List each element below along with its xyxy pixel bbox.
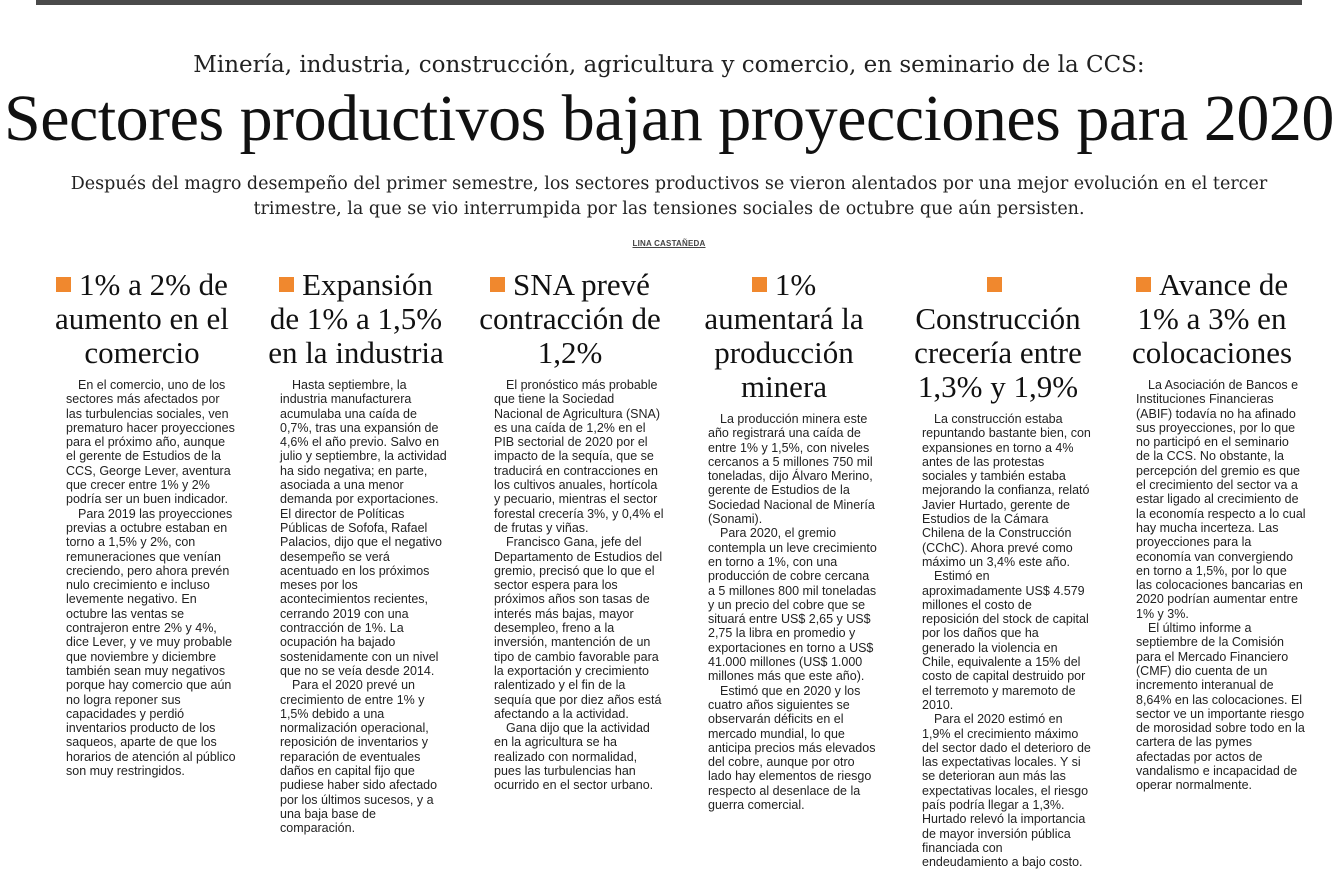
section-title [892, 268, 1092, 404]
paragraph: El pronóstico más probable que tiene la Sociedad Nacional de Agricultura (SNA) es una caída de 1,2% en el PIB sectorial de 2020 por el impacto de la sequía, que se traducirá en contracciones en los cultivos anuales, hortícola y pecuario, mientras el sector forestal crecería 3%, y 0,4% el de frutas y viñas. [494, 378, 664, 535]
orange-square-icon [279, 277, 294, 292]
section-mining [678, 268, 878, 812]
orange-square-icon [752, 277, 767, 292]
paragraph: Estimó que en 2020 y los cuatro años siguientes se observarán déficits en el mercado mundial, lo que anticipa precios más elevados del cobre, aunque por otro lado hay elementos de riesgo respecto al desenlace de la guerra comercial. [708, 683, 876, 813]
section-commerce [36, 268, 236, 778]
byline-author: LINA CASTAÑEDA [632, 239, 706, 248]
orange-square-icon [490, 277, 505, 292]
section-title [1106, 268, 1306, 370]
paragraph: En el comercio, uno de los sectores más afectados por las turbulencias sociales, ven prematuro hacer proyecciones para el próximo año, aunque el gerente de Estudios de la CCS, George Lever, aventura que crecer entre 1% y 2% podría ser un buen indicador. [66, 378, 235, 507]
top-rule [36, 0, 1302, 5]
orange-square-icon [56, 277, 71, 292]
section-title [678, 268, 878, 404]
paragraph: Para 2020, el gremio contempla un leve crecimiento en torno a 1%, con una producción de cobre cercana a 5 millones 800 mil toneladas y un precio del cobre que se situará entre US$ 2,65 y US$ 2,75 la libra en promedio y exportaciones en torno a US$ 41.000 millones (US$ 1.000 millones más que este año). [708, 526, 877, 684]
section-body [892, 412, 1092, 870]
section-banking [1106, 268, 1306, 793]
paragraph: El último informe a septiembre de la Comisión para el Mercado Financiero (CMF) dio cuenta de un incremento interanual de 8,64% en las colocaciones. El sector ve un importante riesgo de morosidad sobre todo en la cartera de las pymes afectadas por actos de vandalismo e incapacidad de operar normalmente. [1136, 621, 1305, 793]
orange-square-icon [987, 277, 1002, 292]
paragraph: La construcción estaba repuntando bastante bien, con expansiones en torno a 4% antes de las protestas sociales y también estaba mejorando la confianza, relató Javier Hurtado, gerente de Estudios de la Cámara Chilena de la Construcción (CChC). Ahora prevé como máximo un 3,4% este año. [922, 412, 1091, 569]
section-title-text: 1% aumentará la producción minera [704, 267, 864, 404]
paragraph: Francisco Gana, jefe del Departamento de Estudios del gremio, precisó que lo que el sector espera para los próximos años son tasas de interés más bajas, mayor desempleo, freno a la inversión, mantención de un tipo de cambio favorable para la exportación y crecimiento ralentizado y el fin de la sequía que por diez años está afectando a la actividad. [494, 535, 663, 721]
section-body [1106, 378, 1306, 793]
section-title [250, 268, 450, 370]
section-title-text: SNA prevé contracción de 1,2% [479, 267, 661, 370]
section-title [464, 268, 664, 370]
paragraph: Para 2019 las proyecciones previas a octubre estaban en torno a 1,5% y 2%, con remuneraciones que venían creciendo, pero ahora prevén nulo crecimiento e incluso levemente negativo. En octubre las ventas se contrajeron entre 2% y 4%, dice Lever, y ve muy probable que noviembre y diciembre también sean muy negativos porque hay comercio que aún no logra reponer sus capacidades y perdió inventarios producto de los saqueos, aparte de que los horarios de atención al público son muy restringidos. [66, 506, 236, 779]
section-agriculture [464, 268, 664, 793]
orange-square-icon [1136, 277, 1151, 292]
paragraph: Para el 2020 prevé un crecimiento de entre 1% y 1,5% debido a una normalización operacional, reposición de inventarios y reparación de eventuales daños en capital fijo que pudiese haber sido afectado por los últimos sucesos, y a una baja base de comparación. [280, 678, 438, 836]
byline [0, 233, 1338, 251]
section-body [678, 412, 878, 812]
section-title [36, 268, 236, 370]
paragraph: Hasta septiembre, la industria manufacturera acumulaba una caída de 0,7%, tras una expansión de 4,6% el año previo. Salvo en julio y septiembre, la actividad ha sido negativa; en parte, asociada a una menor demanda por exportaciones. El director de Políticas Públicas de Sofofa, Rafael Palacios, dijo que el negativo desempeño se verá acentuado en los próximos meses por los acontecimientos recientes, cerrando 2019 con una contracción de 1%. La ocupación ha bajado sostenidamente con un nivel que no se veía desde 2014. [280, 378, 447, 678]
section-title-text: Expansión de 1% a 1,5% en la industria [268, 267, 444, 370]
section-title-text: Construcción crecería entre 1,3% y 1,9% [914, 301, 1082, 404]
paragraph: La producción minera este año registrará una caída de entre 1% y 1,5%, con niveles cercanos a 5 millones 750 mil toneladas, dijo Álvaro Merino, gerente de Estudios de la Sociedad Nacional de Minería (Sonami). [708, 412, 875, 527]
paragraph: Para el 2020 estimó en 1,9% el crecimiento máximo del sector dado el deterioro de las expectativas locales. Y si se deterioran aun más las expectativas locales, el riesgo país podría llegar a 1,3%. Hurtado relevó la importancia de mayor inversión pública financiada con endeudamiento a bajo costo. [922, 712, 1091, 870]
paragraph: Gana dijo que la actividad en la agricultura se ha realizado con normalidad, pues las turbulencias han ocurrido en el sector urbano. [494, 721, 654, 793]
section-industry [250, 268, 450, 836]
section-title-text: Avance de 1% a 3% en colocaciones [1131, 267, 1293, 370]
section-body [250, 378, 450, 836]
article-lead: Después del magro desempeño del primer semestre, los sectores productivos se vieron alentados por una mejor evolución en el tercer trimestre, la que se vio interrumpida por las tensiones sociales de octubre que aún persisten. [70, 174, 1268, 219]
section-title-text: 1% a 2% de aumento en el comercio [55, 267, 229, 370]
paragraph: Estimó en aproximadamente US$ 4.579 millones el costo de reposición del stock de capital por los daños que ha generado la violencia en Chile, equivalente a 15% del costo de capital destruido por el terremoto y maremoto de 2010. [922, 569, 1089, 712]
article-kicker: Minería, industria, construcción, agricultura y comercio, en seminario de la CCS: [193, 52, 1145, 78]
section-body [36, 378, 236, 778]
section-body [464, 378, 664, 793]
article-headline: Sectores productivos bajan proyecciones para 2020 [4, 82, 1334, 155]
section-construction [892, 268, 1092, 870]
paragraph: La Asociación de Bancos e Instituciones Financieras (ABIF) todavía no ha afinado sus proyecciones, por lo que no participó en el seminario de la CCS. No obstante, la percepción del gremio es que el crecimiento del sector va a estar ligado al crecimiento de la economía respecto a lo cual hay mucha incerteza. Las proyecciones para la economía van convergiendo en torno a 1,5%, por lo que las colocaciones bancarias en 2020 podrían aumentar entre 1% y 3%. [1136, 378, 1306, 621]
